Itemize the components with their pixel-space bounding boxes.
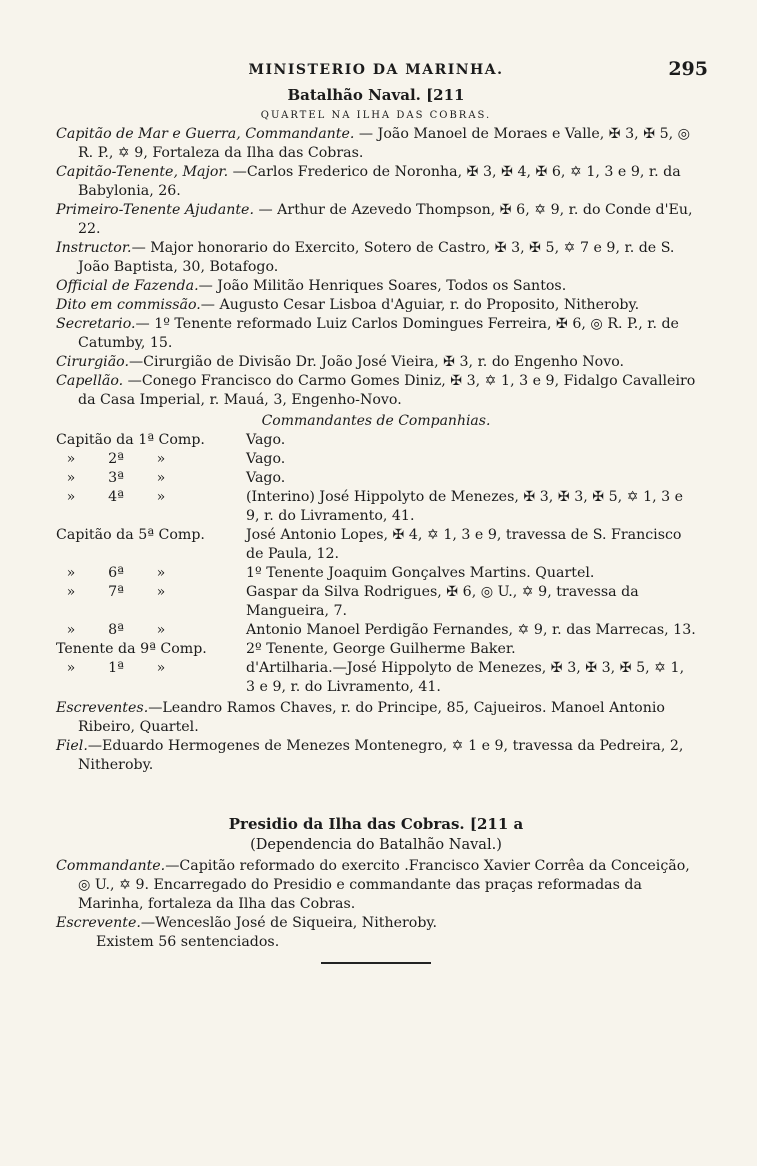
entry-text: — Arthur de Azevedo Thompson, ✠ 6, ✡ 9, r. do Conde d'Eu, 22.: [78, 202, 693, 237]
company-ordinal: 4ª: [108, 489, 124, 505]
entry-role: Escrevente.: [56, 915, 141, 931]
entry-role: Capellão.: [56, 373, 124, 389]
ditto-mark: »: [156, 451, 166, 467]
company-ordinal: 7ª: [108, 584, 124, 600]
company-row: [56, 526, 696, 564]
ditto-mark: »: [156, 584, 166, 600]
presidio-subtitle: (Dependencia do Batalhão Naval.): [250, 837, 502, 853]
entry-text: —Conego Francisco do Carmo Gomes Diniz, ✠ 3, ✡ 1, 3 e 9, Fidalgo Cavalleiro da Casa Imperial, r. Mauá, 3, Engenho-Novo.: [78, 373, 696, 408]
company-row: [56, 488, 696, 526]
entry-role: Official de Fazenda.: [56, 278, 199, 294]
company-row: [56, 659, 696, 697]
company-label: [56, 450, 246, 469]
company-row: [56, 640, 696, 659]
company-label: [56, 621, 246, 640]
entry-role: Primeiro-Tenente Ajudante.: [56, 202, 254, 218]
entry-secretario: [56, 315, 696, 353]
entry-dito-commissao: [56, 296, 696, 315]
entry-role: Capitão-Tenente, Major.: [56, 164, 229, 180]
entry-text: —Wenceslão José de Siqueira, Nitheroby.: [140, 915, 438, 931]
company-text: Vago.: [246, 451, 286, 467]
company-label: Capitão da 5ª Comp.: [56, 527, 205, 543]
company-label: Tenente da 9ª Comp.: [56, 641, 207, 657]
company-label: [56, 564, 246, 583]
entry-role: Cirurgião.: [56, 354, 129, 370]
company-label: [56, 583, 246, 621]
batalhao-title: Batalhão Naval. [211: [287, 86, 465, 104]
entry-presidio-escrevente: [56, 914, 696, 933]
entry-cirurgiao: [56, 353, 696, 372]
entry-role: Dito em commissão.: [56, 297, 201, 313]
company-text: Gaspar da Silva Rodrigues, ✠ 6, ◎ U., ✡ 9, travessa da Mangueira, 7.: [246, 584, 639, 619]
entry-capellao: [56, 372, 696, 410]
company-ordinal: 6ª: [108, 565, 124, 581]
company-label: [56, 659, 246, 697]
company-label: [56, 469, 246, 488]
companhias-list: [56, 431, 696, 697]
ditto-mark: »: [66, 565, 76, 581]
ditto-mark: »: [66, 470, 76, 486]
running-head: [56, 58, 708, 84]
ministry-heading: MINISTERIO DA MARINHA.: [248, 62, 504, 78]
company-text: (Interino) José Hippolyto de Menezes, ✠ 3, ✠ 3, ✠ 5, ✡ 1, 3 e 9, r. do Livramento, 41.: [246, 489, 684, 524]
entry-text: — Major honorario do Exercito, Sotero de Castro, ✠ 3, ✠ 5, ✡ 7 e 9, r. de S. João Baptista, 30, Botafogo.: [78, 240, 675, 275]
entry-text: — Augusto Cesar Lisboa d'Aguiar, r. do Proposito, Nitheroby.: [200, 297, 640, 313]
page-number: 295: [668, 58, 708, 80]
company-row: [56, 564, 696, 583]
entry-text: —Cirurgião de Divisão Dr. João José Vieira, ✠ 3, r. do Engenho Novo.: [128, 354, 625, 370]
company-row: [56, 431, 696, 450]
company-text: Vago.: [246, 432, 286, 448]
ditto-mark: »: [66, 660, 76, 676]
company-ordinal: 3ª: [108, 470, 124, 486]
entry-ajudante: [56, 201, 696, 239]
batalhao-entries: [56, 125, 696, 410]
entry-role: Commandante.: [56, 858, 166, 874]
company-row: [56, 621, 696, 640]
entry-presidio-commandante: [56, 857, 696, 914]
company-ordinal: 1ª: [108, 660, 124, 676]
companhias-heading: Commandantes de Companhias.: [261, 413, 491, 429]
ditto-mark: »: [66, 584, 76, 600]
closing-rule: [321, 962, 431, 964]
presidio-closing: Existem 56 sentenciados.: [96, 934, 280, 950]
batalhao-subtitle: QUARTEL NA ILHA DAS COBRAS.: [260, 110, 492, 121]
company-ordinal: 2ª: [108, 451, 124, 467]
company-label: Capitão da 1ª Comp.: [56, 432, 205, 448]
entry-text: — João Militão Henriques Soares, Todos os Santos.: [198, 278, 567, 294]
ditto-mark: »: [156, 565, 166, 581]
company-text: Vago.: [246, 470, 286, 486]
ditto-mark: »: [156, 470, 166, 486]
document-page: [56, 58, 708, 964]
entry-text: — 1º Tenente reformado Luiz Carlos Domingues Ferreira, ✠ 6, ◎ R. P., r. de Catumby, 15.: [78, 316, 679, 351]
presidio-title: Presidio da Ilha das Cobras. [211 a: [228, 815, 524, 833]
entry-text: —Eduardo Hermogenes de Menezes Montenegro, ✡ 1 e 9, travessa da Pedreira, 2, Nitheroby.: [78, 738, 684, 773]
entry-role: Capitão de Mar e Guerra, Commandante.: [56, 126, 355, 142]
company-text: Antonio Manoel Perdigão Fernandes, ✡ 9, r. das Marrecas, 13.: [246, 622, 696, 638]
entry-text: —Leandro Ramos Chaves, r. do Principe, 85, Cajueiros. Manoel Antonio Ribeiro, Quartel.: [78, 700, 665, 735]
entry-instructor: [56, 239, 696, 277]
entry-text: — João Manoel de Moraes e Valle, ✠ 3, ✠ 5, ◎ R. P., ✡ 9, Fortaleza da Ilha das Cobras.: [78, 126, 691, 161]
entry-text: —Capitão reformado do exercito .Francisco Xavier Corrêa da Conceição, ◎ U., ✡ 9. Encarregado do Presidio e commandante das praças reformadas da Marinha, fortaleza da Ilha das Cobras.: [78, 858, 690, 912]
entry-escreventes: [56, 699, 696, 737]
entry-text: —Carlos Frederico de Noronha, ✠ 3, ✠ 4, ✠ 6, ✡ 1, 3 e 9, r. da Babylonia, 26.: [78, 164, 681, 199]
company-row: [56, 450, 696, 469]
company-row: [56, 583, 696, 621]
company-text: José Antonio Lopes, ✠ 4, ✡ 1, 3 e 9, travessa de S. Francisco de Paula, 12.: [246, 527, 682, 562]
ditto-mark: »: [66, 451, 76, 467]
company-label: [56, 488, 246, 526]
ditto-mark: »: [156, 489, 166, 505]
ditto-mark: »: [156, 622, 166, 638]
entry-major: [56, 163, 696, 201]
entry-role: Secretario.: [56, 316, 136, 332]
company-text: 2º Tenente, George Guilherme Baker.: [246, 641, 516, 657]
entry-role: Instructor.: [56, 240, 132, 256]
company-text: 1º Tenente Joaquim Gonçalves Martins. Quartel.: [246, 565, 595, 581]
company-text: d'Artilharia.—José Hippolyto de Menezes, ✠ 3, ✠ 3, ✠ 5, ✡ 1, 3 e 9, r. do Livramento, 41.: [246, 660, 685, 695]
ditto-mark: »: [66, 622, 76, 638]
entry-fiel: [56, 737, 696, 775]
entry-role: Fiel.: [56, 738, 88, 754]
ditto-mark: »: [156, 660, 166, 676]
company-row: [56, 469, 696, 488]
company-ordinal: 8ª: [108, 622, 124, 638]
entry-role: Escreventes.: [56, 700, 149, 716]
entry-commandante: [56, 125, 696, 163]
ditto-mark: »: [66, 489, 76, 505]
entry-official-fazenda: [56, 277, 696, 296]
